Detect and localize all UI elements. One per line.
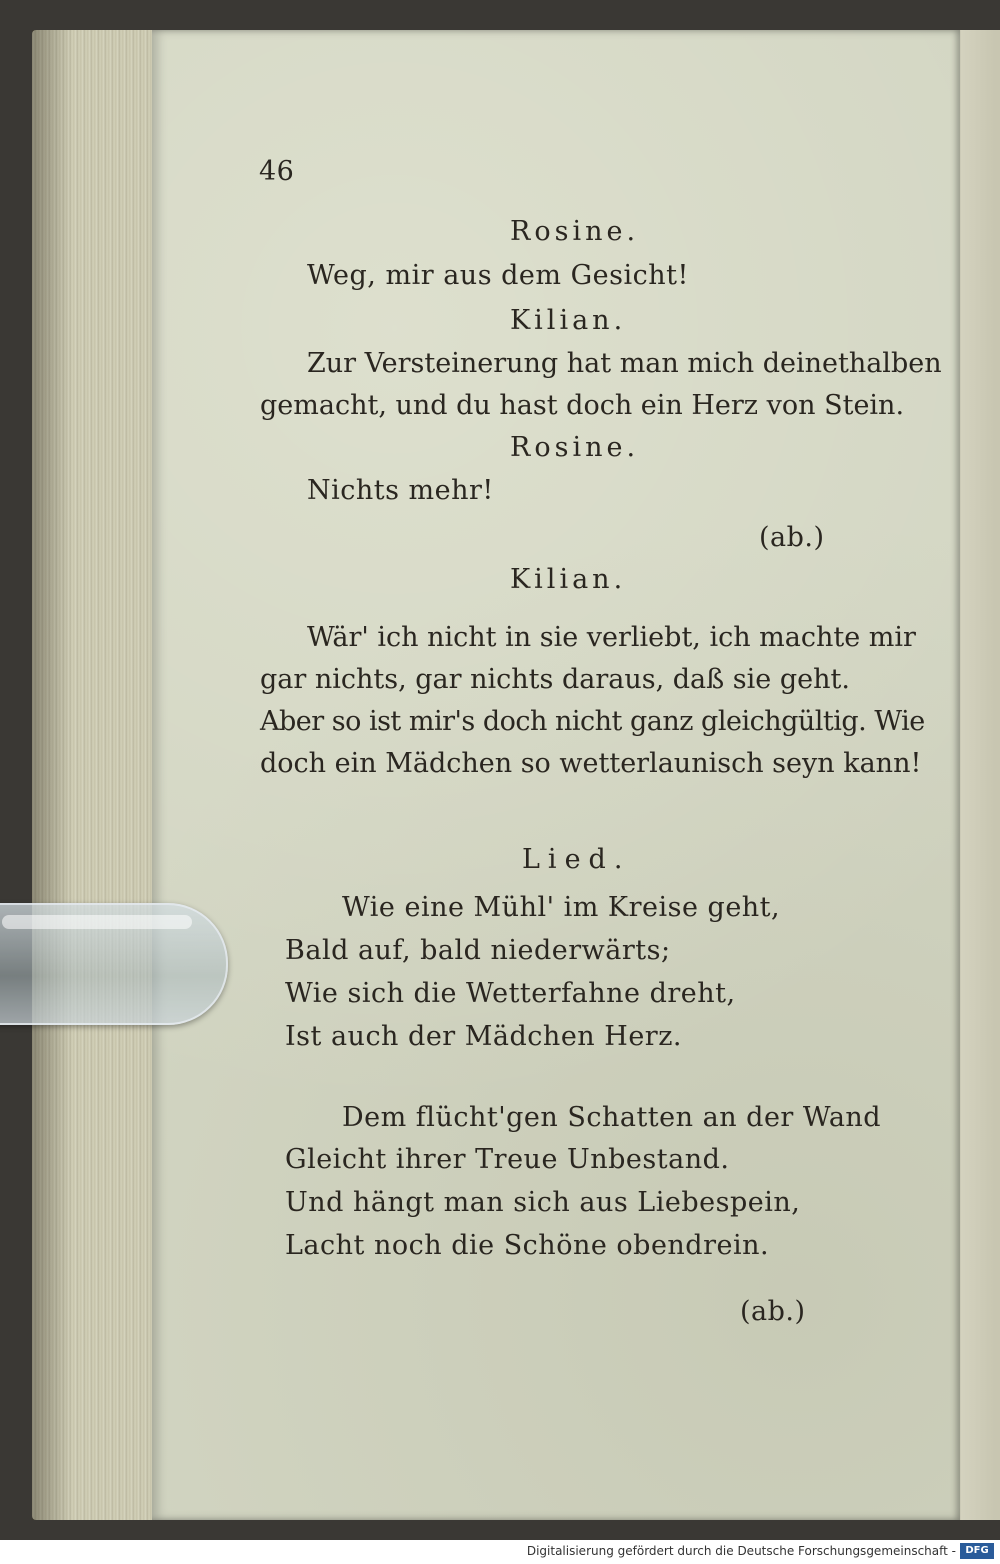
dialogue-line: gemacht, und du hast doch ein Herz von Stein. <box>260 390 905 421</box>
speaker-rosine: Rosine. <box>510 432 640 463</box>
dialogue-line: Zur Versteinerung hat man mich deinethalben <box>307 348 942 379</box>
verse-line: Lacht noch die Schöne obendrein. <box>285 1230 770 1261</box>
verse-line: Wie eine Mühl' im Kreise geht, <box>342 892 781 923</box>
dfg-logo: DFG <box>960 1543 994 1559</box>
page-number: 46 <box>259 156 295 187</box>
stage-direction: (ab.) <box>740 1296 806 1327</box>
footer-bar <box>0 1540 1000 1564</box>
book-page <box>152 30 960 1520</box>
speaker-kilian: Kilian. <box>510 305 627 336</box>
dialogue-line: Nichts mehr! <box>307 475 494 506</box>
speaker-kilian: Kilian. <box>510 564 627 595</box>
speaker-rosine: Rosine. <box>510 216 640 247</box>
glass-highlight <box>2 915 192 929</box>
verse-line: Dem flücht'gen Schatten an der Wand <box>342 1102 882 1133</box>
stage-direction: (ab.) <box>759 522 825 553</box>
binding-edge <box>955 30 1000 1520</box>
verse-line: Ist auch der Mädchen Herz. <box>285 1021 683 1052</box>
verse-line: Und hängt man sich aus Liebespein, <box>285 1187 801 1218</box>
verse-line: Bald auf, bald niederwärts; <box>285 935 671 966</box>
dialogue-line: gar nichts, gar nichts daraus, daß sie geht. <box>260 664 850 695</box>
verse-line: Gleicht ihrer Treue Unbestand. <box>285 1144 730 1175</box>
dialogue-line: Aber so ist mir's doch nicht ganz gleichgültig. Wie <box>260 706 925 737</box>
song-title: Lied. <box>522 844 631 875</box>
dialogue-line: Wär' ich nicht in sie verliebt, ich machte mir <box>307 622 916 653</box>
dialogue-line: doch ein Mädchen so wetterlaunisch seyn kann! <box>260 748 922 779</box>
funding-note: Digitalisierung gefördert durch die Deutsche Forschungsgemeinschaft - <box>526 1544 956 1558</box>
page-edges-shadow <box>32 30 72 1520</box>
verse-line: Wie sich die Wetterfahne dreht, <box>285 978 736 1009</box>
glass-page-weight <box>0 903 228 1025</box>
dialogue-line: Weg, mir aus dem Gesicht! <box>307 260 689 291</box>
